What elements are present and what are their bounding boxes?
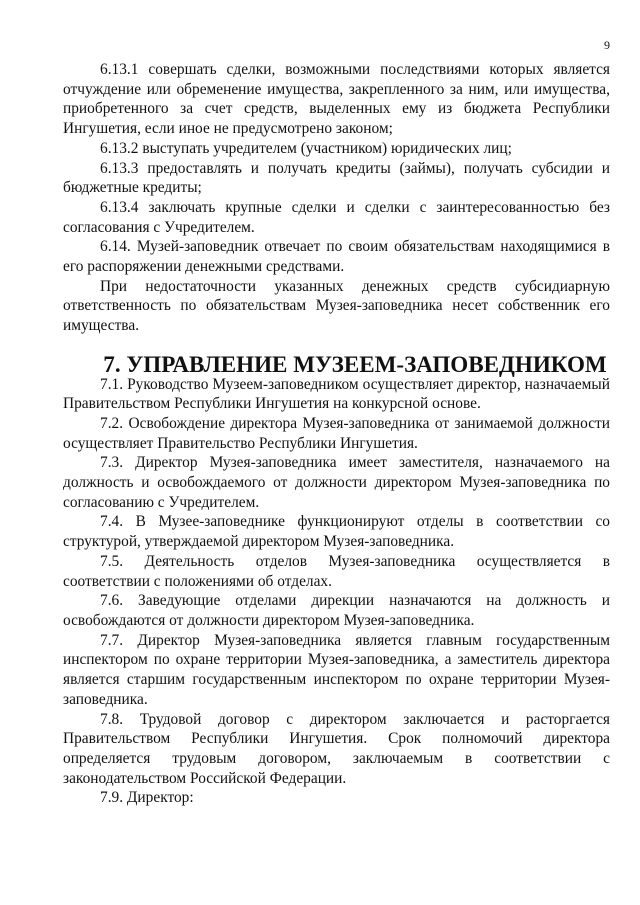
paragraph-7-5: 7.5. Деятельность отделов Музея-заповедника осуществляется в соответствии с положениями об отделах. (63, 552, 610, 590)
paragraph-6-13-4: 6.13.4 заключать крупные сделки и сделки с заинтересованностью без согласования с Учредителем. (63, 198, 610, 236)
section-heading: 7. УПРАВЛЕНИЕ МУЗЕЕМ-ЗАПОВЕДНИКОМ (103, 350, 607, 377)
paragraph-6-14: 6.14. Музей-заповедник отвечает по своим обязательствам находящимися в его распоряжении денежными средствами. (63, 238, 610, 276)
paragraph-6-13-1: 6.13.1 совершать сделки, возможными последствиями которых является отчуждение или обременение имущества, закрепленного за ним, или имущества, приобретенного за счет средств, выделенных ему из бюджета Республики Ингушетия, если иное не предусмотрено законом; (63, 61, 610, 138)
paragraph-7-4: 7.4. В Музее-заповеднике функционируют отделы в соответствии со структурой, утверждаемой директором Музея-заповедника. (63, 513, 610, 551)
paragraph-subsidiary-liability: При недостаточности указанных денежных средств субсидиарную ответственность по обязательствам Музея-заповедника несет собственник его имущества. (63, 277, 610, 335)
paragraph-7-1: 7.1. Руководство Музеем-заповедником осуществляет директор, назначаемый Правительством Республики Ингушетия на конкурсной основе. (63, 375, 610, 413)
paragraph-6-13-2: 6.13.2 выступать учредителем (участником) юридических лиц; (100, 139, 512, 157)
page-number: 9 (604, 38, 610, 52)
paragraph-7-6: 7.6. Заведующие отделами дирекции назначаются на должность и освобождаются от должности директором Музея-заповедника. (63, 592, 610, 629)
paragraph-7-2: 7.2. Освобождение директора Музея-заповедника от занимаемой должности осуществляет Правительство Республики Ингушетия. (63, 414, 610, 452)
paragraph-7-7: 7.7. Директор Музея-заповедника является главным государственным инспектором по охране территории Музея-заповедника, а заместитель директора является старшим государственным инспектором по охране территории Музея-заповедника. (63, 631, 610, 708)
paragraph-6-13-3: 6.13.3 предоставлять и получать кредиты (займы), получать субсидии и бюджетные кредиты; (63, 159, 610, 197)
page-content (63, 60, 610, 808)
paragraph-7-3: 7.3. Директор Музея-заповедника имеет заместителя, назначаемого на должность и освобождаемого от должности директором Музея-заповедника по согласованию с Учредителем. (63, 454, 610, 511)
paragraph-7-9: 7.9. Директор: (100, 789, 194, 807)
paragraph-7-8: 7.8. Трудовой договор с директором заключается и расторгается Правительством Республики Ингушетия. Срок полномочий директора определяется трудовым договором, заключаемым в соответствии с законодательством Российской Федерации. (63, 710, 610, 787)
